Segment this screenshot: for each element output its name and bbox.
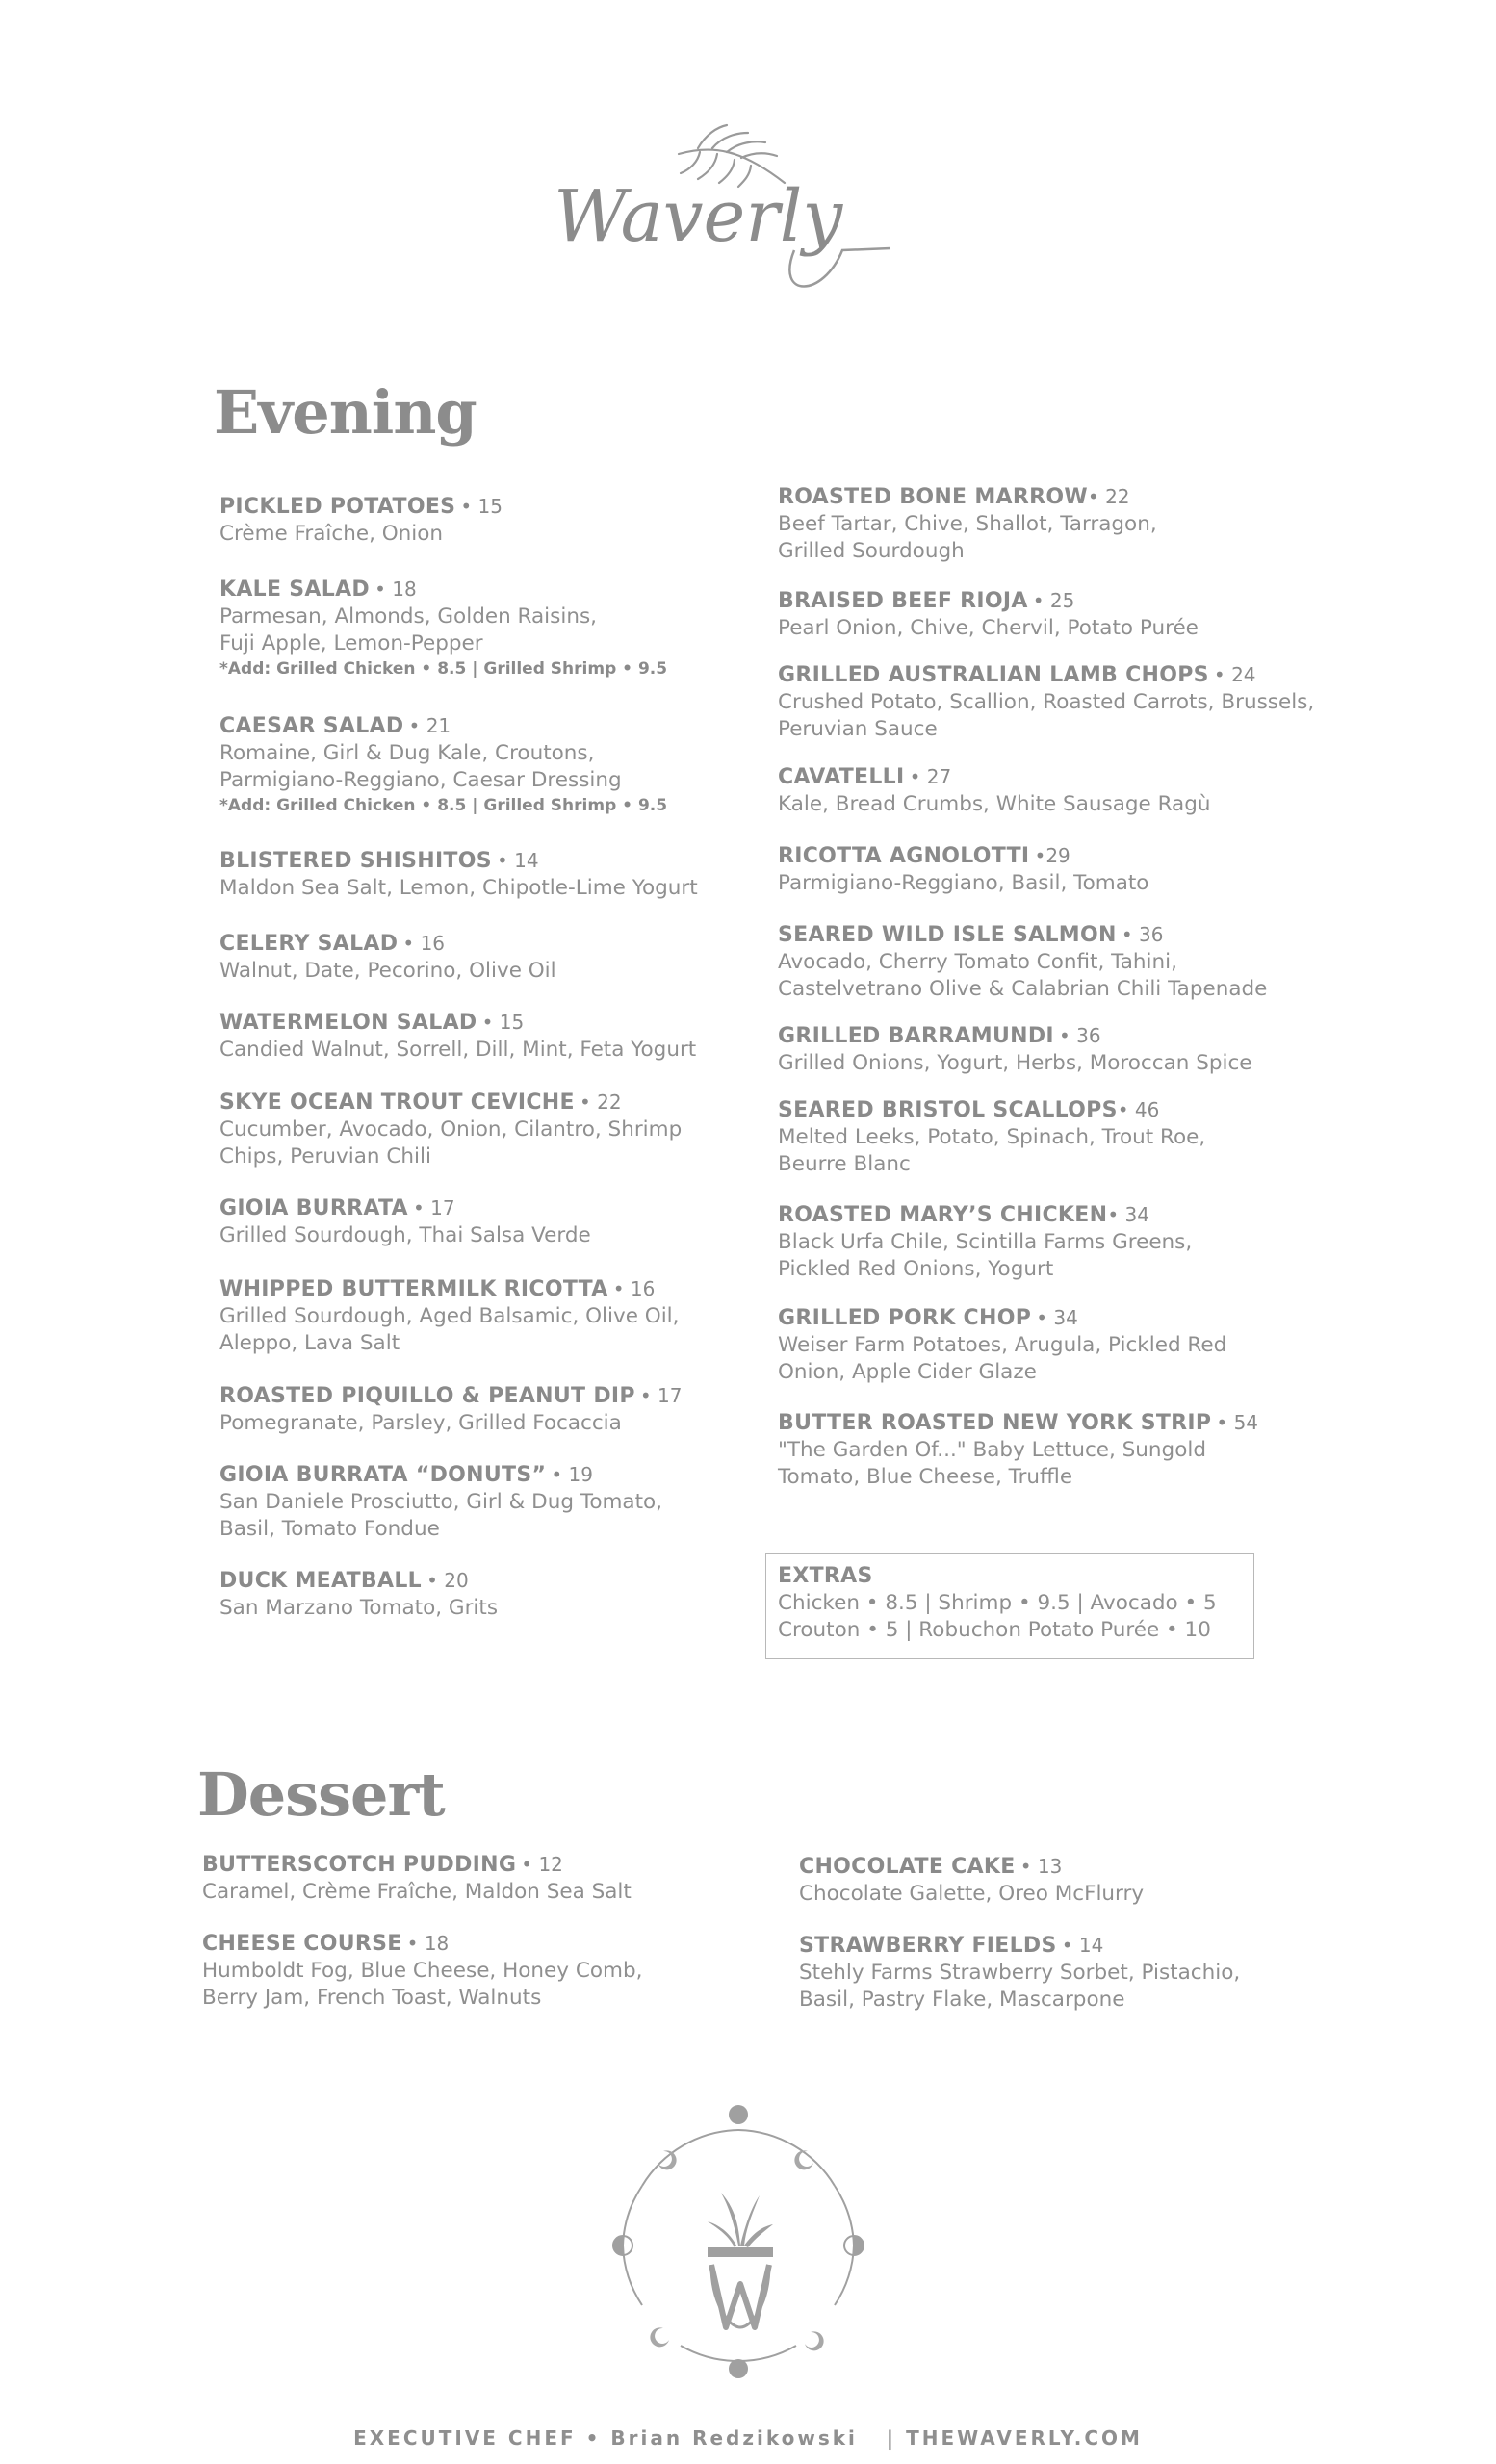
item-price: 17 [430,1196,455,1219]
item-name: GRILLED PORK CHOP [778,1306,1032,1330]
item-price: 22 [1105,485,1130,508]
item-name: KALE SALAD [219,578,370,602]
menu-item: PICKLED POTATOES • 15 Crème Fraîche, Onion [219,495,759,548]
item-description: San Daniele Prosciutto, Girl & Dug Tomato, Basil, Tomato Fondue [219,1490,663,1541]
item-name: CAVATELLI [778,765,905,789]
section-title-dessert: Dessert [197,1759,445,1830]
menu-item: ROASTED BONE MARROW• 22 Beef Tartar, Chive, Shallot, Tarragon, Grilled Sourdough [778,485,1355,565]
item-name: ROASTED MARY’S CHICKEN [778,1203,1108,1227]
menu-item: CELERY SALAD • 16 Walnut, Date, Pecorino, Olive Oil [219,932,759,985]
item-price: 14 [1078,1934,1104,1957]
item-description: Humboldt Fog, Blue Cheese, Honey Comb, Berry Jam, French Toast, Walnuts [202,1959,643,2010]
item-name: CELERY SALAD [219,932,399,956]
menu-item: CAVATELLI • 27 Kale, Bread Crumbs, White Sausage Ragù [778,765,1355,818]
item-addon-note: *Add: Grilled Chicken • 8.5 | Grilled Shrimp • 9.5 [219,796,668,815]
item-description: Walnut, Date, Pecorino, Olive Oil [219,959,556,983]
item-name: ROASTED BONE MARROW [778,485,1088,509]
item-description: Pearl Onion, Chive, Chervil, Potato Purée [778,616,1199,640]
item-name: CAESAR SALAD [219,714,404,738]
moon-phase-emblem-icon [594,2101,883,2390]
menu-item: GIOIA BURRATA “DONUTS” • 19 San Daniele Prosciutto, Girl & Dug Tomato, Basil, Tomato Fondue [219,1463,759,1543]
item-name: GIOIA BURRATA “DONUTS” [219,1463,547,1487]
menu-item: ROASTED PIQUILLO & PEANUT DIP • 17 Pomegranate, Parsley, Grilled Focaccia [219,1384,759,1437]
item-price: 54 [1233,1411,1259,1434]
menu-item: RICOTTA AGNOLOTTI •29 Parmigiano-Reggiano, Basil, Tomato [778,844,1355,897]
item-description: Candied Walnut, Sorrell, Dill, Mint, Feta Yogurt [219,1038,697,1062]
header-logo [534,106,900,313]
logo-wordmark: Waverly [554,175,843,258]
item-price: 22 [597,1091,622,1114]
emblem [594,2101,883,2390]
item-name: SKYE OCEAN TROUT CEVICHE [219,1091,575,1115]
item-price: 12 [538,1853,563,1876]
item-price: 21 [426,714,451,737]
item-name: CHOCOLATE CAKE [799,1855,1016,1879]
item-price: 29 [1045,844,1070,867]
item-price: 14 [514,849,539,872]
item-name: PICKLED POTATOES [219,495,456,519]
item-name: GRILLED BARRAMUNDI [778,1024,1054,1048]
item-price: 19 [568,1463,593,1486]
item-name: GRILLED AUSTRALIAN LAMB CHOPS [778,663,1209,687]
item-description: Crushed Potato, Scallion, Roasted Carrots, Brussels, Peruvian Sauce [778,690,1315,741]
menu-item: SKYE OCEAN TROUT CEVICHE • 22 Cucumber, Avocado, Onion, Cilantro, Shrimp Chips, Peruvian Chili [219,1091,759,1170]
item-name: DUCK MEATBALL [219,1569,422,1593]
menu-item: STRAWBERRY FIELDS • 14 Stehly Farms Strawberry Sorbet, Pistachio, Basil, Pastry Flake, Mascarpone [799,1934,1396,2014]
item-description: Weiser Farm Potatoes, Arugula, Pickled Red Onion, Apple Cider Glaze [778,1333,1227,1384]
item-description: Black Urfa Chile, Scintilla Farms Greens, Pickled Red Onions, Yogurt [778,1230,1193,1281]
item-price: 18 [392,578,417,601]
item-price: 34 [1053,1306,1078,1329]
item-description: Parmigiano-Reggiano, Basil, Tomato [778,871,1149,895]
item-name: SEARED BRISTOL SCALLOPS [778,1098,1118,1122]
menu-item: GRILLED BARRAMUNDI • 36 Grilled Onions, Yogurt, Herbs, Moroccan Spice [778,1024,1355,1077]
footer-chef-name: Brian Redzikowski [610,2426,858,2450]
menu-item: GRILLED PORK CHOP • 34 Weiser Farm Potatoes, Arugula, Pickled Red Onion, Apple Cider Glaze [778,1306,1355,1386]
item-description: Pomegranate, Parsley, Grilled Focaccia [219,1411,622,1435]
item-description: Grilled Onions, Yogurt, Herbs, Moroccan Spice [778,1051,1252,1075]
item-description: Grilled Sourdough, Aged Balsamic, Olive Oil, Aleppo, Lava Salt [219,1304,680,1355]
menu-item: KALE SALAD • 18 Parmesan, Almonds, Golden Raisins, Fuji Apple, Lemon-Pepper *Add: Grilled Chicken • 8.5 | Grilled Shrimp • 9.5 [219,578,759,679]
item-description: Chocolate Galette, Oreo McFlurry [799,1882,1145,1906]
item-price: 20 [444,1569,469,1592]
item-price: 18 [424,1932,450,1955]
menu-item: CHEESE COURSE • 18 Humboldt Fog, Blue Cheese, Honey Comb, Berry Jam, French Toast, Walnuts [202,1932,780,2012]
extras-line: Chicken • 8.5 | Shrimp • 9.5 | Avocado • 5 [778,1591,1217,1615]
item-description: Romaine, Girl & Dug Kale, Croutons, Parmigiano-Reggiano, Caesar Dressing [219,741,622,792]
item-price: 13 [1037,1855,1063,1878]
item-price: 36 [1076,1024,1101,1047]
item-price: 16 [420,932,446,955]
menu-item: BUTTER ROASTED NEW YORK STRIP • 54 "The Garden Of..." Baby Lettuce, Sungold Tomato, Blue Cheese, Truffle [778,1411,1375,1491]
item-name: ROASTED PIQUILLO & PEANUT DIP [219,1384,635,1408]
item-description: Maldon Sea Salt, Lemon, Chipotle-Lime Yogurt [219,876,698,900]
menu-item: BLISTERED SHISHITOS • 14 Maldon Sea Salt, Lemon, Chipotle-Lime Yogurt [219,849,759,902]
item-name: GIOIA BURRATA [219,1196,408,1220]
item-name: STRAWBERRY FIELDS [799,1934,1057,1958]
extras-title: EXTRAS [778,1564,873,1588]
menu-item: ROASTED MARY’S CHICKEN• 34 Black Urfa Chile, Scintilla Farms Greens, Pickled Red Onions, Yogurt [778,1203,1355,1283]
item-description: Caramel, Crème Fraîche, Maldon Sea Salt [202,1880,632,1904]
extras-box [765,1553,1254,1659]
menu-item: WHIPPED BUTTERMILK RICOTTA • 16 Grilled Sourdough, Aged Balsamic, Olive Oil, Aleppo, Lava Salt [219,1277,759,1357]
item-name: BUTTER ROASTED NEW YORK STRIP [778,1411,1212,1435]
item-price: 16 [630,1277,656,1300]
item-name: BUTTERSCOTCH PUDDING [202,1853,517,1877]
extras-line: Crouton • 5 | Robuchon Potato Purée • 10 [778,1618,1211,1642]
item-addon-note: *Add: Grilled Chicken • 8.5 | Grilled Shrimp • 9.5 [219,659,668,679]
item-description: Parmesan, Almonds, Golden Raisins, Fuji Apple, Lemon-Pepper [219,604,597,655]
leaf-sprig-icon [534,106,900,313]
section-title-evening: Evening [214,377,477,448]
item-name: RICOTTA AGNOLOTTI [778,844,1030,868]
item-price: 36 [1138,923,1164,946]
item-name: WATERMELON SALAD [219,1011,477,1035]
item-name: CHEESE COURSE [202,1932,402,1956]
item-description: Cucumber, Avocado, Onion, Cilantro, Shrimp Chips, Peruvian Chili [219,1117,683,1168]
item-price: 46 [1134,1098,1160,1121]
item-description: Grilled Sourdough, Thai Salsa Verde [219,1223,591,1247]
item-price: 34 [1124,1203,1149,1226]
item-price: 25 [1049,589,1075,612]
menu-item: GRILLED AUSTRALIAN LAMB CHOPS • 24 Crushed Potato, Scallion, Roasted Carrots, Brussels, Peruvian Sauce [778,663,1375,743]
menu-item: DUCK MEATBALL • 20 San Marzano Tomato, Grits [219,1569,759,1622]
item-description: Melted Leeks, Potato, Spinach, Trout Roe, Beurre Blanc [778,1125,1206,1176]
item-description: "The Garden Of..." Baby Lettuce, Sungold Tomato, Blue Cheese, Truffle [778,1438,1206,1489]
menu-item: CHOCOLATE CAKE • 13 Chocolate Galette, Oreo McFlurry [799,1855,1377,1908]
footer-website-link[interactable]: THEWAVERLY.COM [906,2426,1143,2450]
footer-label: EXECUTIVE CHEF [353,2426,577,2450]
menu-item: GIOIA BURRATA • 17 Grilled Sourdough, Thai Salsa Verde [219,1196,759,1249]
item-price: 15 [499,1011,525,1034]
item-description: Avocado, Cherry Tomato Confit, Tahini, Castelvetrano Olive & Calabrian Chili Tapenade [778,950,1268,1001]
menu-item: BUTTERSCOTCH PUDDING • 12 Caramel, Crème Fraîche, Maldon Sea Salt [202,1853,780,1906]
item-description: Crème Fraîche, Onion [219,522,444,546]
menu-item: SEARED BRISTOL SCALLOPS• 46 Melted Leeks, Potato, Spinach, Trout Roe, Beurre Blanc [778,1098,1355,1178]
item-price: 15 [477,495,503,518]
item-name: BRAISED BEEF RIOJA [778,589,1028,613]
item-description: Beef Tartar, Chive, Shallot, Tarragon, Grilled Sourdough [778,512,1157,563]
item-price: 24 [1231,663,1256,686]
item-description: Kale, Bread Crumbs, White Sausage Ragù [778,792,1211,816]
menu-item: BRAISED BEEF RIOJA • 25 Pearl Onion, Chive, Chervil, Potato Purée [778,589,1355,642]
item-description: Stehly Farms Strawberry Sorbet, Pistachio, Basil, Pastry Flake, Mascarpone [799,1961,1241,2012]
item-description: San Marzano Tomato, Grits [219,1596,499,1620]
menu-item: CAESAR SALAD • 21 Romaine, Girl & Dug Kale, Croutons, Parmigiano-Reggiano, Caesar Dressing *Add: Grilled Chicken • 8.5 | Grilled Shrimp • 9.5 [219,714,759,815]
item-name: BLISTERED SHISHITOS [219,849,492,873]
item-name: WHIPPED BUTTERMILK RICOTTA [219,1277,608,1301]
item-name: SEARED WILD ISLE SALMON [778,923,1117,947]
menu-item: WATERMELON SALAD • 15 Candied Walnut, Sorrell, Dill, Mint, Feta Yogurt [219,1011,759,1064]
menu-item: SEARED WILD ISLE SALMON • 36 Avocado, Cherry Tomato Confit, Tahini, Castelvetrano Olive & Calabrian Chili Tapenade [778,923,1375,1003]
footer: EXECUTIVE CHEF • Brian Redzikowski | THEWAVERLY.COM [353,2426,1143,2450]
item-price: 27 [926,765,952,788]
item-price: 17 [658,1384,683,1407]
